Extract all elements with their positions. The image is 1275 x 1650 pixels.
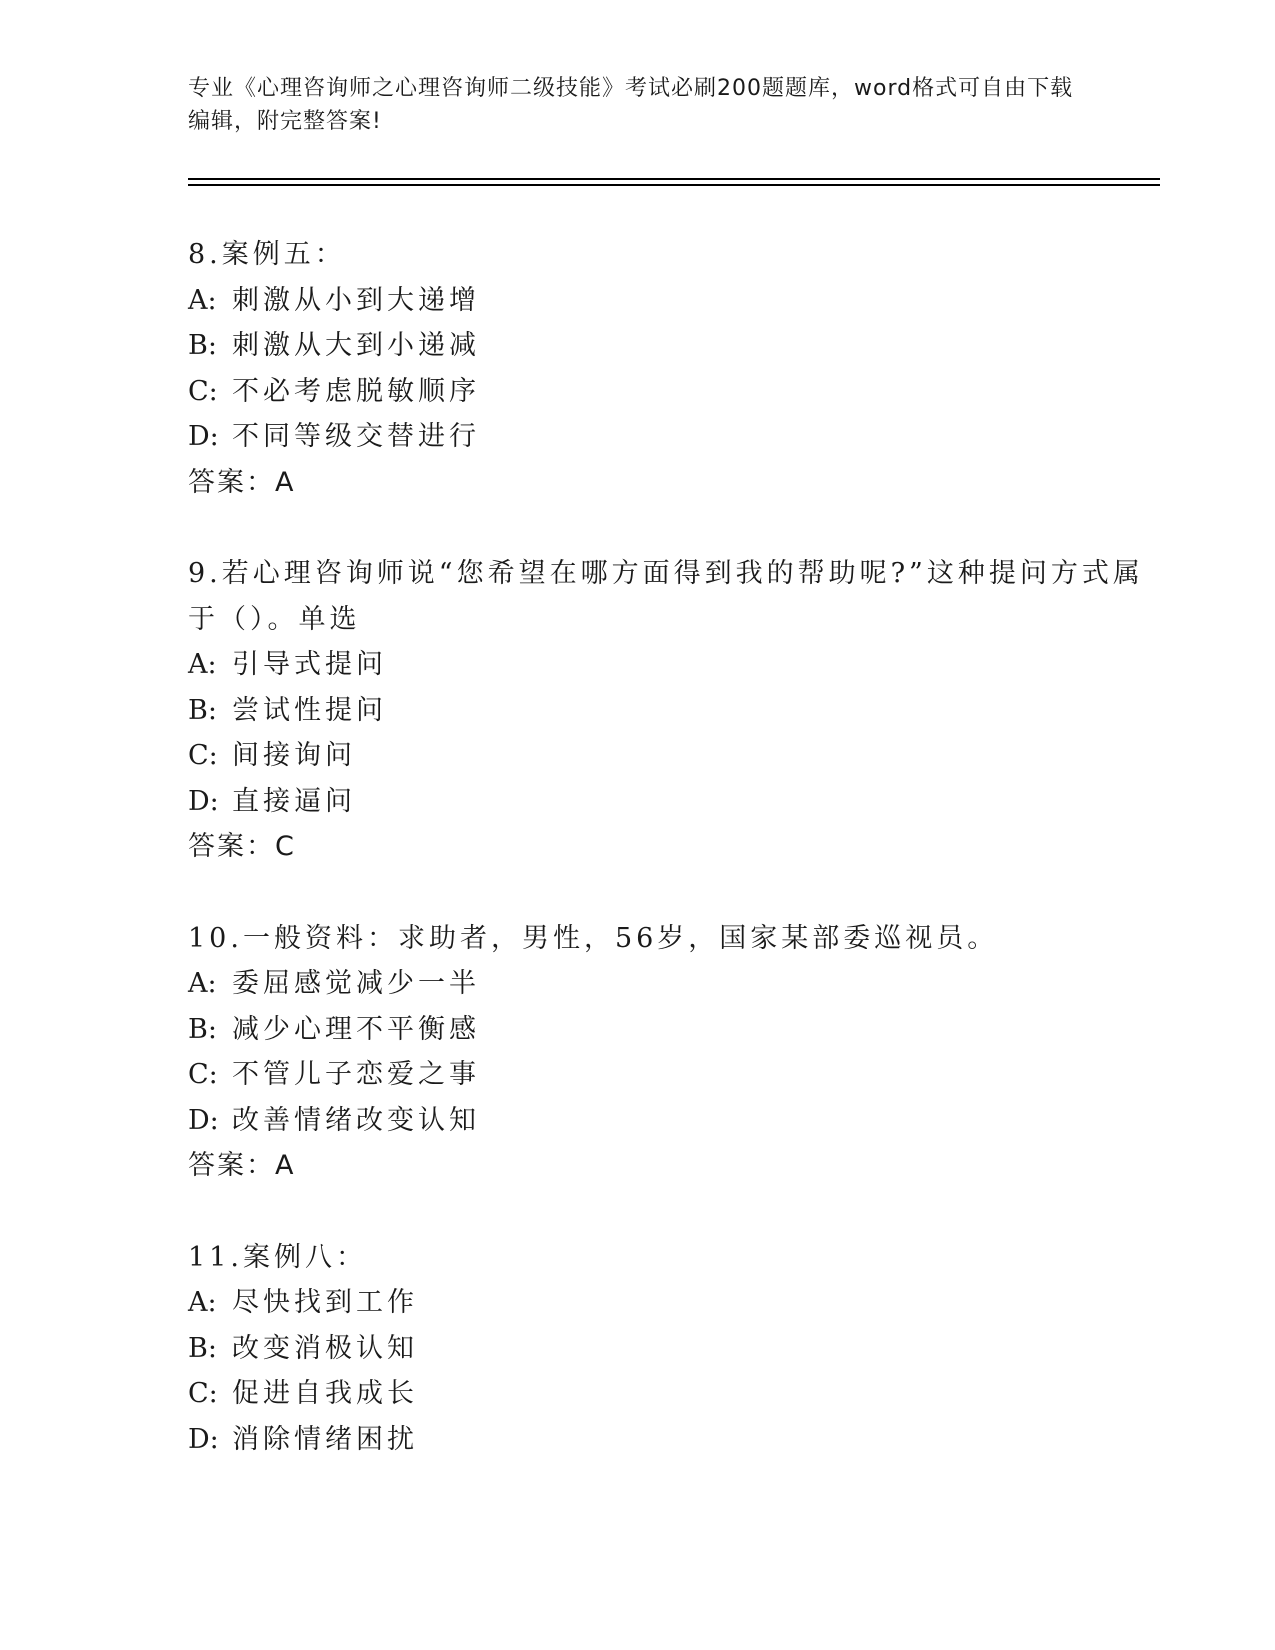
question-stem: 11.案例八： (188, 1241, 367, 1273)
option-key: D: (188, 785, 219, 817)
question-stem: 10.一般资料：求助者，男性，56岁，国家某部委巡视员。 (188, 922, 999, 954)
option-text: 不管儿子恋爱之事 (232, 1059, 480, 1090)
option-text: 尽快找到工作 (232, 1287, 418, 1318)
option-text: 委屈感觉减少一半 (232, 968, 480, 999)
option-b (188, 323, 1148, 369)
document-header: 专业《心理咨询师之心理咨询师二级技能》考试必刷200题题库，word格式可自由下载编辑，附完整答案! (188, 76, 1074, 134)
option-text: 刺激从小到大递增 (232, 284, 480, 316)
option-key: C: (188, 740, 218, 771)
option-key: C: (188, 375, 218, 407)
option-text: 改变消极认知 (232, 1332, 418, 1364)
option-a (188, 642, 1148, 688)
option-key: A: (188, 968, 217, 999)
question-item (188, 1235, 1148, 1463)
option-c (188, 733, 1148, 779)
option-a (188, 278, 1148, 324)
question-stem: 8.案例五： (188, 239, 346, 270)
option-key: B: (188, 1013, 217, 1045)
question-stem: 9.若心理咨询师说“您希望在哪方面得到我的帮助呢?”这种提问方式属于（）。单选 (188, 558, 1144, 635)
option-text: 间接询问 (232, 740, 356, 771)
question-item (188, 916, 1148, 1189)
option-key: B: (188, 330, 217, 361)
option-b (188, 688, 1148, 734)
option-key: B: (188, 694, 217, 726)
option-key: B: (188, 1332, 217, 1364)
option-b (188, 1326, 1148, 1372)
question-item (188, 551, 1148, 870)
option-a (188, 1280, 1148, 1326)
option-d (188, 1098, 1148, 1144)
header-divider-top (188, 178, 1160, 180)
option-key: D: (188, 1104, 219, 1136)
option-text: 不必考虑脱敏顺序 (232, 375, 480, 407)
option-c (188, 1052, 1148, 1098)
option-a (188, 961, 1148, 1007)
answer-line: 答案：C (188, 831, 296, 862)
option-key: C: (188, 1378, 218, 1409)
option-text: 减少心理不平衡感 (232, 1013, 480, 1045)
option-d (188, 779, 1148, 825)
answer-line: 答案：A (188, 1150, 296, 1181)
option-b (188, 1007, 1148, 1053)
option-key: D: (188, 1423, 219, 1455)
option-text: 促进自我成长 (232, 1378, 418, 1409)
option-text: 引导式提问 (232, 649, 387, 680)
option-key: D: (188, 421, 219, 452)
question-item (188, 232, 1148, 505)
option-key: A: (188, 649, 217, 680)
option-d (188, 414, 1148, 460)
option-text: 刺激从大到小递减 (232, 330, 480, 361)
option-text: 消除情绪困扰 (232, 1423, 418, 1455)
option-key: A: (188, 284, 217, 316)
option-d (188, 1417, 1148, 1463)
option-text: 改善情绪改变认知 (232, 1104, 480, 1136)
question-list (188, 232, 1148, 1508)
answer-line: 答案：A (188, 466, 296, 498)
header-divider-bottom (188, 184, 1160, 186)
option-text: 不同等级交替进行 (232, 421, 480, 452)
option-text: 直接逼问 (232, 785, 356, 817)
option-key: C: (188, 1059, 218, 1090)
option-c (188, 1371, 1148, 1417)
option-text: 尝试性提问 (232, 694, 387, 726)
option-key: A: (188, 1287, 217, 1318)
option-c (188, 369, 1148, 415)
